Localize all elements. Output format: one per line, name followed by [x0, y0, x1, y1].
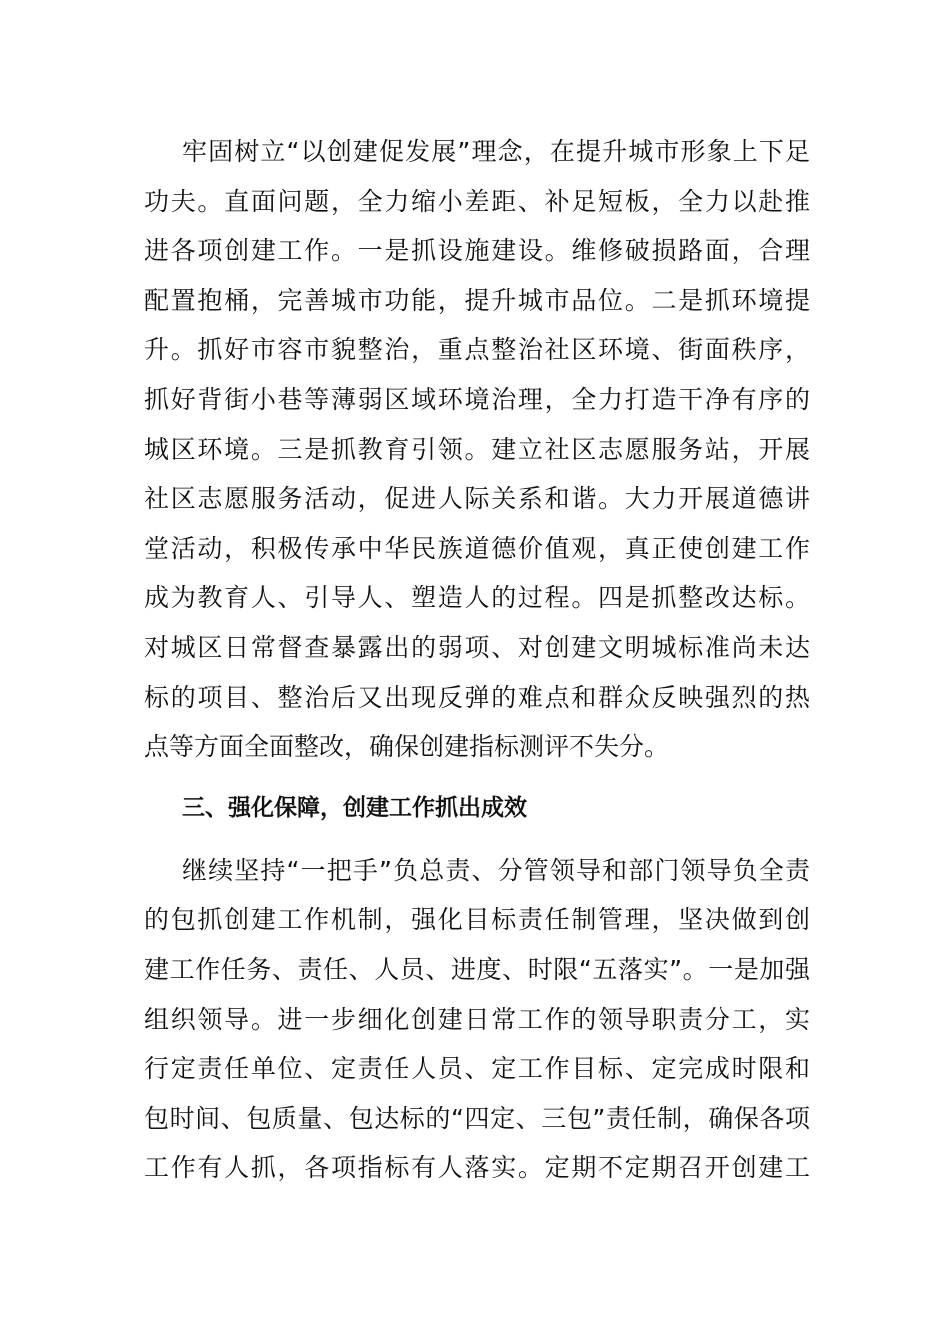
paragraph-line: 工作有人抓，各项指标有人落实。定期不定期召开创建工	[144, 1153, 810, 1182]
paragraph-line: 配置抱桶，完善城市功能，提升城市品位。二是抓环境提	[144, 286, 810, 315]
paragraph-line: 功夫。直面问题，全力缩小差距、补足短板，全力以赴推	[144, 187, 810, 216]
paragraph-line: 标的项目、整治后又出现反弹的难点和群众反映强烈的热	[144, 683, 810, 712]
paragraph-line: 城区环境。三是抓教育引领。建立社区志愿服务站，开展	[144, 435, 810, 464]
paragraph-line: 行定责任单位、定责任人员、定工作目标、定完成时限和	[144, 1054, 810, 1083]
paragraph-line: 进各项创建工作。一是抓设施建设。维修破损路面，合理	[144, 236, 810, 265]
paragraph-line: 点等方面全面整改，确保创建指标测评不失分。	[144, 732, 670, 761]
section-heading: 三、强化保障，创建工作抓出成效	[182, 795, 527, 821]
paragraph-line: 继续坚持“一把手”负总责、分管领导和部门领导负全责	[182, 856, 810, 885]
paragraph-line: 对城区日常督查暴露出的弱项、对创建文明城标准尚未达	[144, 633, 810, 662]
paragraph-line: 升。抓好市容市貌整治，重点整治社区环境、街面秩序，	[144, 335, 810, 364]
paragraph-line: 建工作任务、责任、人员、进度、时限“五落实”。一是加强	[144, 955, 810, 984]
paragraph-line: 的包抓创建工作机制，强化目标责任制管理，坚决做到创	[144, 905, 810, 934]
paragraph-line: 牢固树立“以创建促发展”理念，在提升城市形象上下足	[182, 137, 810, 166]
paragraph-line: 成为教育人、引导人、塑造人的过程。四是抓整改达标。	[144, 583, 810, 612]
paragraph-line: 组织领导。进一步细化创建日常工作的领导职责分工，实	[144, 1005, 810, 1034]
paragraph-line: 堂活动，积极传承中华民族道德价值观，真正使创建工作	[144, 534, 810, 563]
paragraph-line: 抓好背街小巷等薄弱区域环境治理，全力打造干净有序的	[144, 385, 810, 414]
paragraph-line: 社区志愿服务活动，促进人际关系和谐。大力开展道德讲	[144, 484, 810, 513]
paragraph-line: 包时间、包质量、包达标的“四定、三包”责任制，确保各项	[144, 1104, 810, 1133]
